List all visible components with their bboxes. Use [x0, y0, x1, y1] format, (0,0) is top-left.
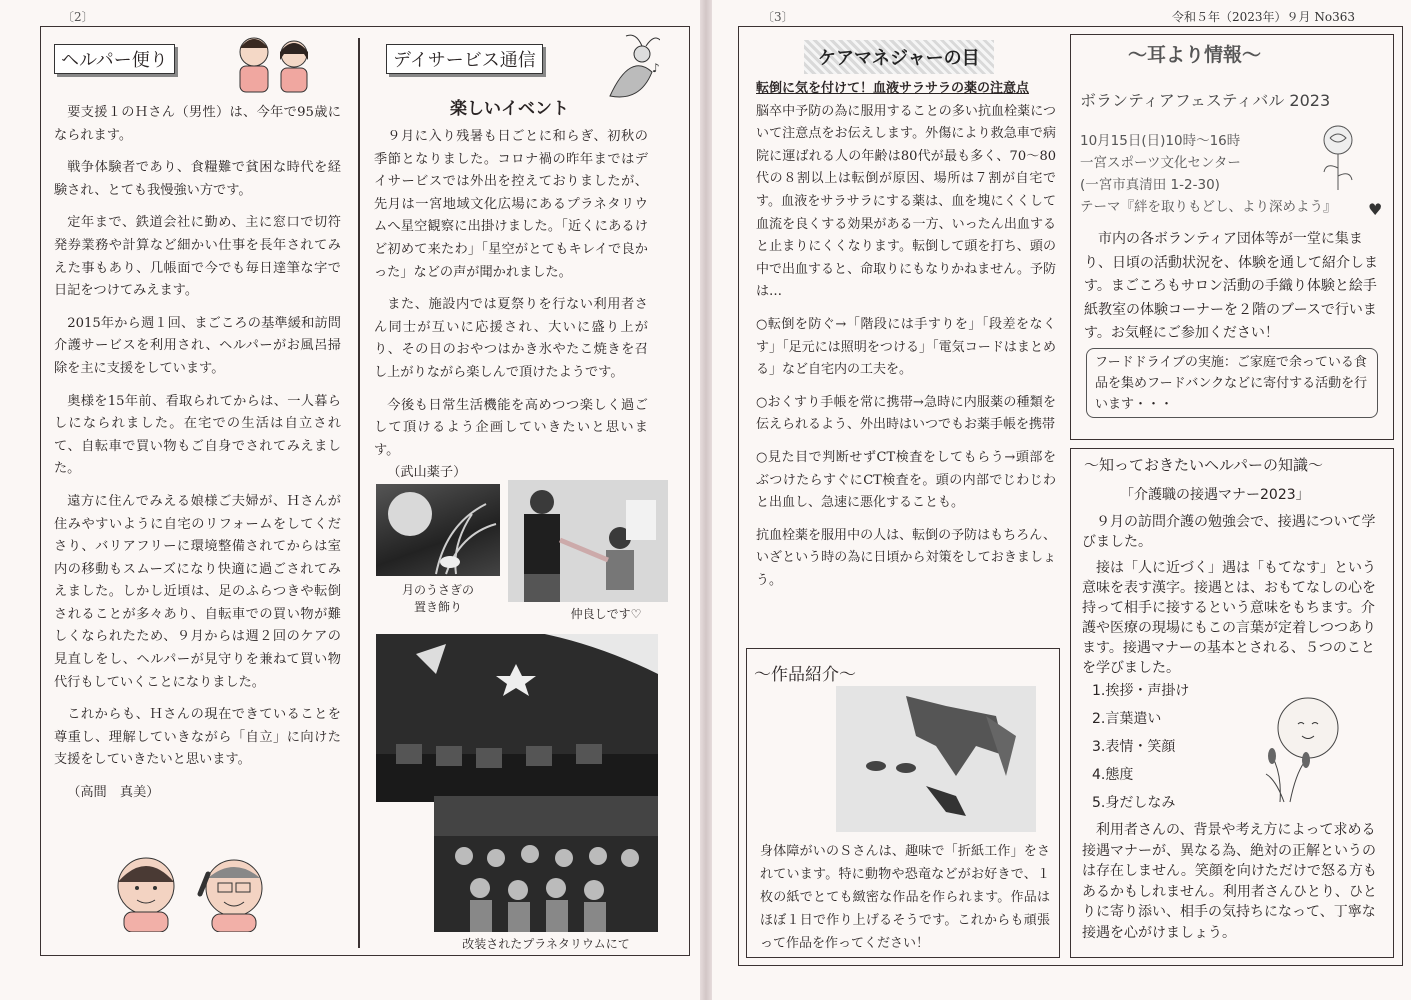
dayservice-paragraph: ９月に入り残暑も日ごとに和らぎ、初秋の季節となりました。コロナ禍の昨年まではデイサービスでは外出を控えておりましたが、先月は一宮地域文化広場にあるプラネタリウムへ星空観察に出掛けました。「近くにあるけど初めて来たわ」「星空がとてもキレイで良かった」などの声が聞かれました。 [374, 129, 648, 280]
event-theme: テーマ『絆を取りもどし、より深めよう』 [1080, 199, 1337, 215]
caremanager-section-title: ケアマネジャーの目 [804, 40, 994, 74]
caremanager-tip: ○転倒を防ぐ→「階段には手すりを」「段差をなくす」「足元には照明をつける」「電気コードはまとめる」など自宅内の工夫を。 [756, 316, 1056, 378]
helper-paragraph: これからも、Ｈさんの現在できていることを尊重し、理解していきながら「自立」に向けた支援をしていきたいと思います。 [54, 707, 341, 768]
knowledge-closing: 利用者さんの、背景や考え方によって求める接遇マナーが、異なる為、絶対の正解というのは存在しません。笑顔を向けただけで怒る方もあるかもしれません。利用者さんひとり、ひとりに寄り添い、相手の気持ちになって、丁寧な接遇を心がけましょう。 [1082, 822, 1377, 941]
knowledge-intro: ９月の訪問介護の勉強会で、接遇について学びました。 [1082, 514, 1376, 550]
event-date: 10月15日(日)10時～16時 [1080, 133, 1241, 149]
page-number-right: 〔3〕 [762, 10, 794, 24]
friends-photo-caption: 仲良しです♡ [570, 607, 642, 621]
event-body: 市内の各ボランティア団体等が一堂に集まり、日頃の活動状況を、体験を通して紹介します。まごころもサロン活動の手織り体験と絵手紙教室の体験コーナーを２階のブースで行います。お気軽にご参加ください！ [1084, 231, 1378, 341]
knowledge-subtitle: 「介護職の接遇マナー2023」 [1120, 487, 1310, 503]
food-drive-note: フードドライブの実施：ご家庭で余っている食品を集めフードバンクなどに寄付する活動を行います・・・ [1086, 348, 1378, 418]
manner-item: 1.挨拶・声掛け [1092, 683, 1190, 699]
caremanager-paragraph: 脳卒中予防の為に服用することの多い抗血栓薬について注意点をお伝えします。外傷により救急車で病院に運ばれる人の年齢は80代が最も多く、70～80代の８割以上は転倒が原因、場所は７割が自宅です。血液をサラサラにする薬は、血を塊にくくして血流を良くする効果がある一方、いったん出血すると止まりにくくなります。転倒して頭を打ち、頭の中で出血すると、命取りにもなりかねません。予防は… [756, 103, 1056, 300]
svg-text:♪: ♪ [652, 61, 660, 75]
helper-paragraph: 遠方に住んでみえる娘様ご夫婦が、Ｈさんが住みやすいように自宅のリフォームをしてくださり、バリアフリーに環境整備されてからは室内の移動もスムーズになり快適に過ごされてみえました。しかし近頃は、足のふらつきや転倒されることが多々あり、自転車での買い物が難しくなられたため、９月からは週２回のケアの見直しをし、ヘルパーが見守りを兼ねて買い物代行もしていくことになりました。 [54, 493, 341, 690]
helper-paragraph: 定年まで、鉄道会社に勤め、主に窓口で切符発券業務や計算など細かい仕事を長年されてみえた事もあり、几帳面で今でも毎日達筆な字で日記をつけてみえます。 [54, 215, 341, 299]
knowledge-body [1082, 512, 1384, 678]
caremanager-tip: ○見た目で判断せずCT検査をしてもらう→頭部をぶつけたらすぐにCT検査を。頭の内部でじわじわと出血し、急速に悪化することも。 [756, 449, 1056, 511]
event-address: (一宮市真清田 1-2-30) [1080, 177, 1220, 193]
elderly-couple-illustration [104, 848, 284, 932]
info-title: ～耳より情報～ [1128, 44, 1262, 66]
dayservice-article [374, 126, 648, 495]
helper-paragraph: 戦争体験者であり、食糧難で貧困な時代を経験され、とても我慢強い方です。 [54, 160, 341, 198]
helpers-illustration [226, 30, 326, 98]
moon-illustration [1260, 694, 1350, 804]
right-page [712, 0, 1411, 1000]
knowledge-title: ～知っておきたいヘルパーの知識～ [1084, 456, 1323, 474]
helper-article [54, 102, 341, 815]
caremanager-lead: 転倒に気を付けて！血液サラサラの薬の注意点 [756, 81, 1030, 96]
planetarium-photo-caption: 改装されたプラネタリウムにて [462, 937, 630, 951]
helper-paragraph: 要支援１のＨさん（男性）は、今年で95歳になられます。 [54, 105, 341, 143]
left-page [0, 0, 700, 1000]
helper-section-title: ヘルパー便り [54, 44, 175, 74]
helper-paragraph: 2015年から週１回、まごころの基準緩和訪問介護サービスを利用され、ヘルパーがお風呂掃除を主に支援をしています。 [54, 315, 341, 376]
manner-item: 3.表情・笑顔 [1092, 739, 1176, 755]
cricket-illustration [590, 32, 660, 112]
heart-icon: ♥ [1368, 200, 1383, 219]
caremanager-article [756, 78, 1056, 602]
dayservice-paragraph: 今後も日常生活機能を高めつつ楽しく過ごして頂けるよう企画していきたいと思います。 [374, 397, 648, 458]
dayservice-author: （武山薬子） [387, 465, 467, 481]
column-divider [358, 38, 360, 948]
helper-paragraph: 奥様を15年前、看取られてからは、一人暮らしになられました。在宅での生活は自立されて、自転車で買い物もご自身でされてみえました。 [54, 393, 341, 477]
works-text: 身体障がいのＳさんは、趣味で「折紙工作」をされています。特に動物や恐竜などがお好きで、１枚の紙でとても緻密な作品を作られます。作品はほぼ１日で作り上げるそうです。これからも頑張って作品を作ってください！ [760, 844, 1050, 951]
knowledge-main: 接は「人に近づく」遇は「もてなす」という意味を表す漢字。接遇とは、おもてなしの心を持って相手に接するという意味をもちます。介護や医療の現場にもこの言葉が定着しつつあります。接遇マナーの基本とされる、５つのことを学びました。 [1082, 560, 1376, 676]
works-article [760, 840, 1050, 965]
planetarium-photo-1 [376, 634, 658, 802]
event-name: ボランティアフェスティバル 2023 [1080, 91, 1331, 110]
moon-rabbit-photo [376, 484, 500, 576]
works-title: ～作品紹介～ [754, 665, 856, 685]
page-number-left: 〔2〕 [62, 10, 94, 24]
friends-photo [508, 480, 668, 602]
planetarium-photo-2 [434, 796, 658, 932]
manner-item: 5.身だしなみ [1092, 795, 1176, 811]
manner-list [1092, 680, 1189, 820]
dayservice-subtitle: 楽しいイベント [450, 99, 569, 119]
rose-icon [1320, 122, 1356, 192]
caremanager-paragraph: 抗血栓薬を服用中の人は、転倒の予防はもちろん、いざという時の為に日頃から対策をしておきましょう。 [756, 527, 1056, 588]
moon-photo-caption: 月のうさぎの 置き飾り [401, 583, 474, 614]
manner-item: 4.態度 [1092, 767, 1134, 783]
dayservice-section-title: デイサービス通信 [386, 44, 543, 74]
manner-item: 2.言葉遣い [1092, 711, 1162, 727]
dayservice-paragraph: また、施設内では夏祭りを行ない利用者さん同士が互いに応援され、大いに盛り上がり、その日のおやつはかき氷やたこ焼きを召し上がりながら楽しんで頂けたようです。 [374, 297, 648, 380]
event-venue: 一宮スポーツ文化センター [1080, 155, 1241, 171]
caremanager-tip: ○おくすり手帳を常に携帯→急時に内服薬の種類を伝えられるよう、外出時はいつでもお薬手帳を携帯 [756, 394, 1056, 433]
helper-author: （高間 真美） [67, 785, 160, 801]
issue-label: 令和５年（2023年）９月 No363 [1172, 10, 1355, 24]
page-gutter [700, 0, 712, 1000]
origami-photo [836, 686, 1036, 832]
